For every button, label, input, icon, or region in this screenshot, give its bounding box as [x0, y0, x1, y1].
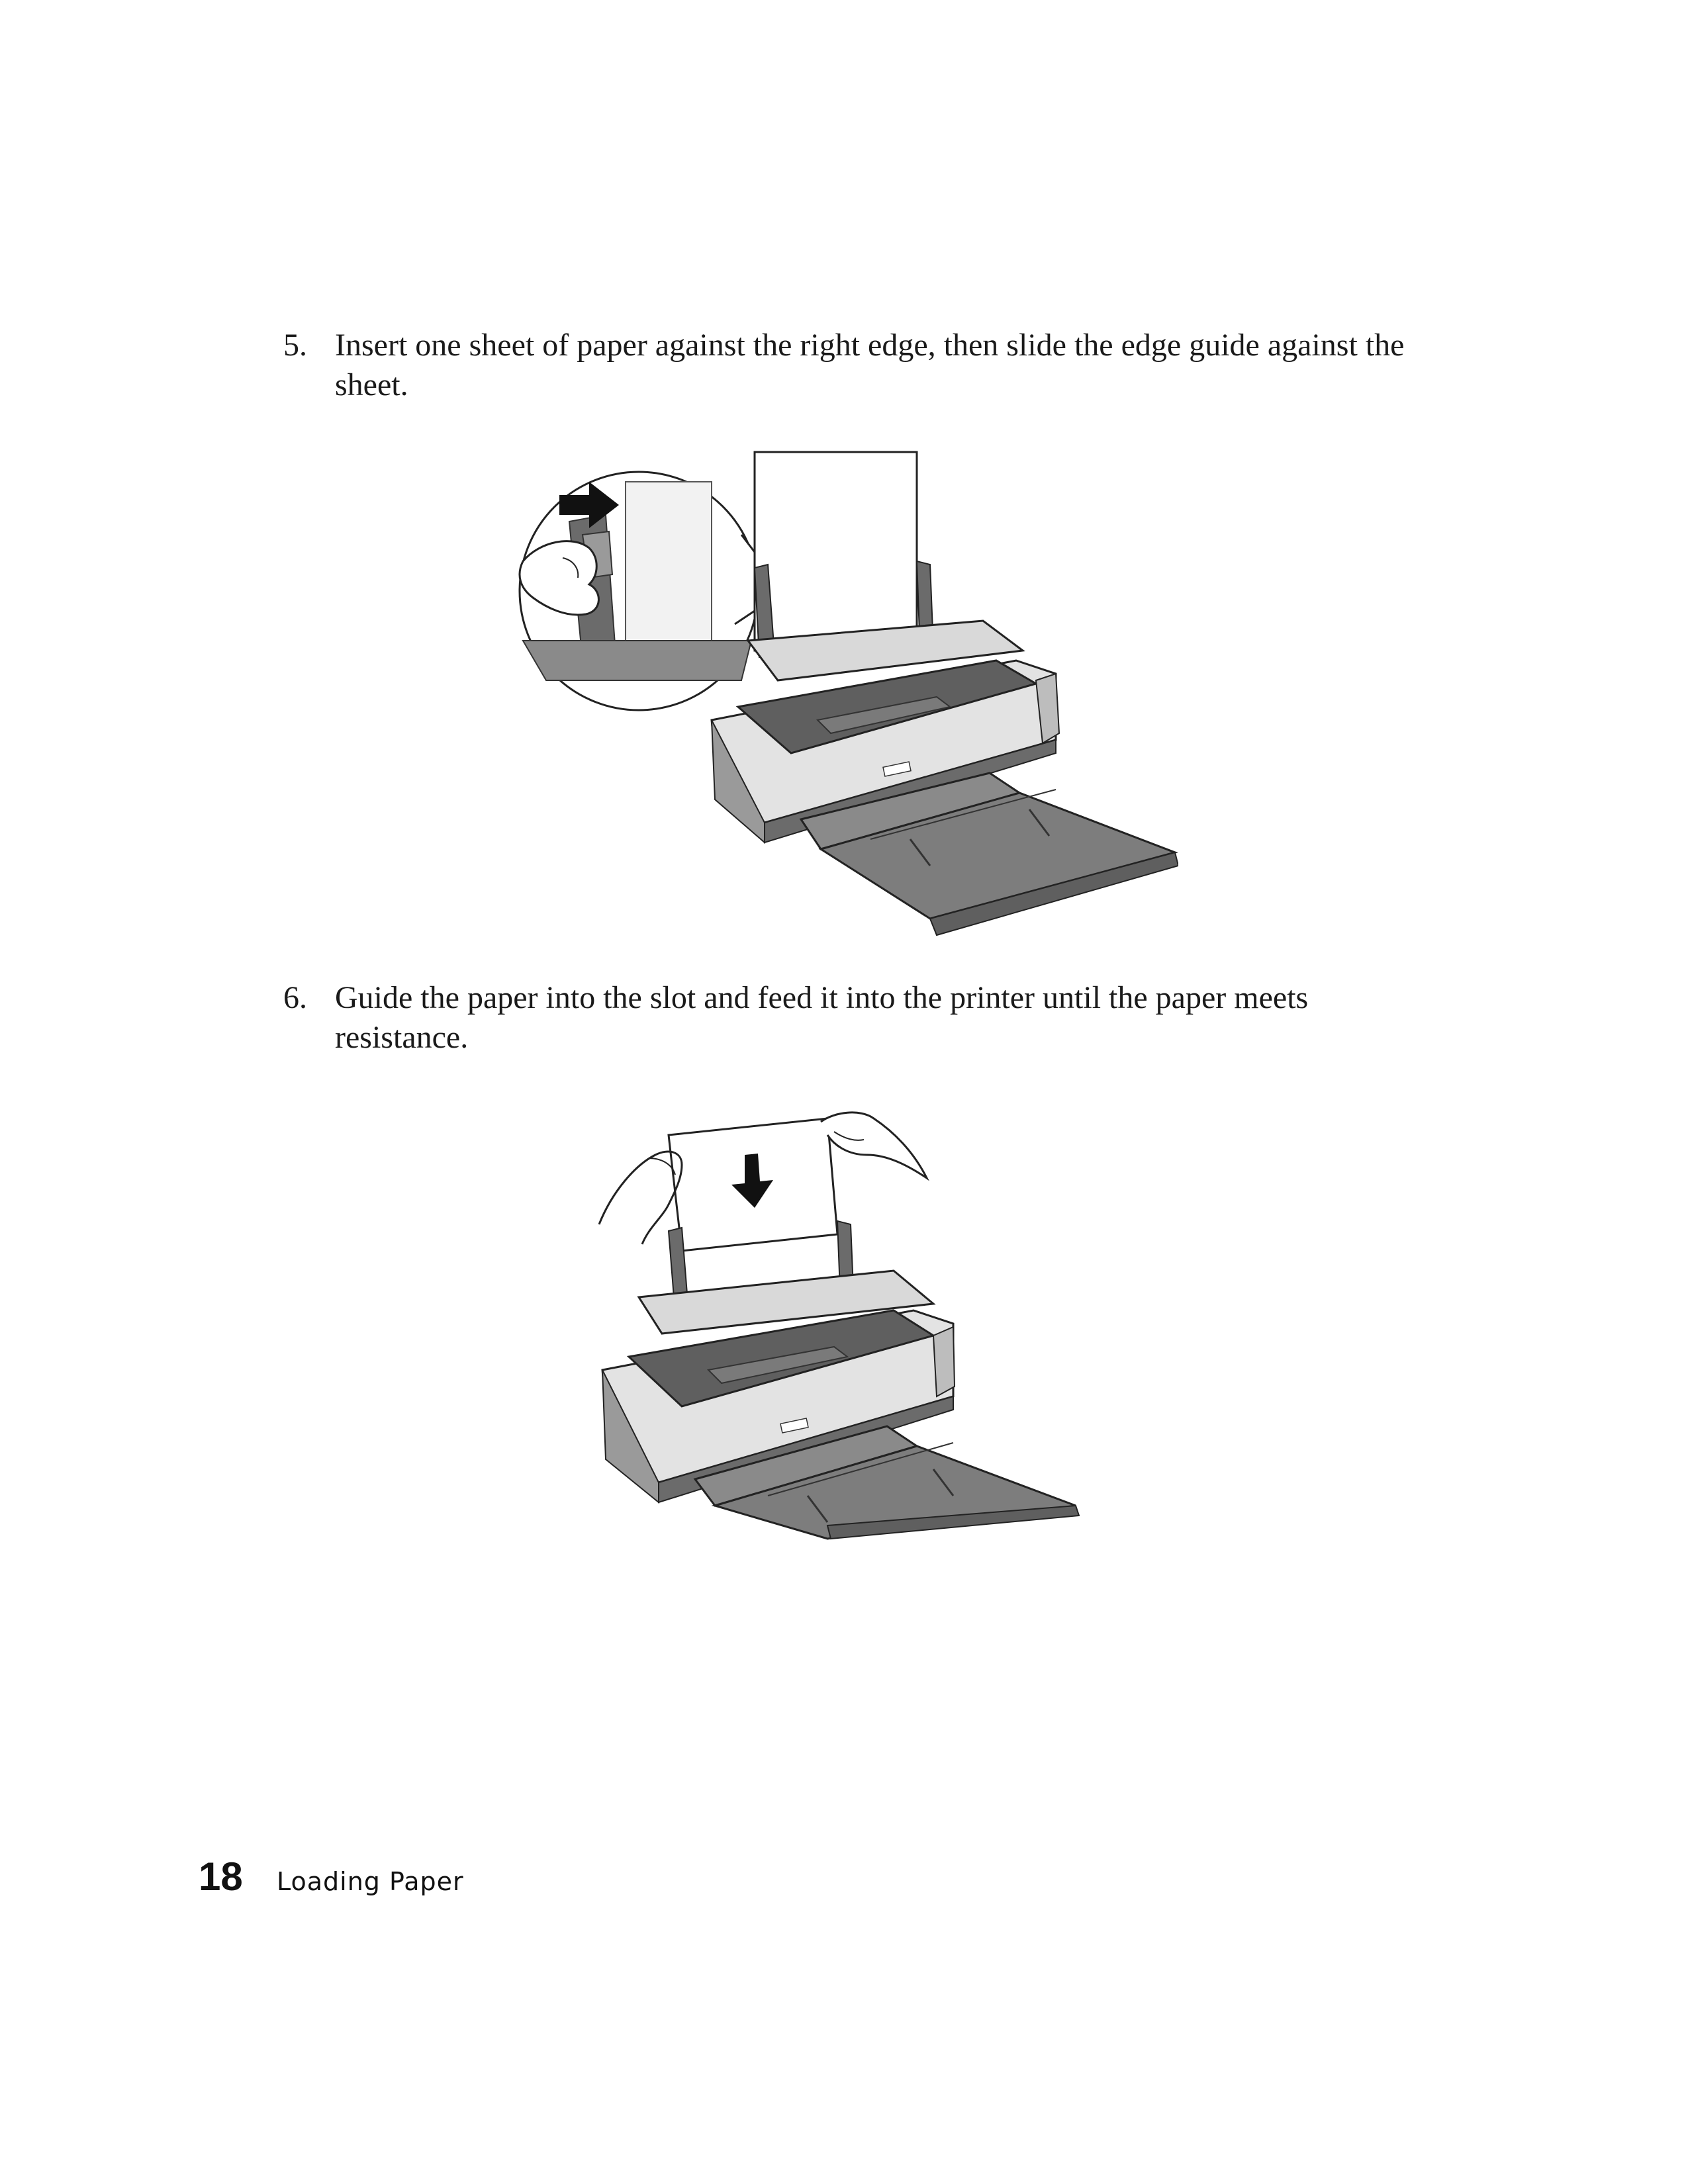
paper-sheet	[755, 452, 917, 651]
feed-paper-illustration	[583, 1092, 1086, 1542]
step-5	[283, 326, 1409, 412]
page-footer	[199, 1853, 861, 1906]
printer-illustration	[602, 1221, 1079, 1539]
section-title: Loading Paper	[277, 1867, 464, 1896]
step-number: 6.	[283, 980, 307, 1015]
step-text: Insert one sheet of paper against the right edge, then slide the edge guide against the sheet.	[335, 328, 1405, 402]
page-number: 18	[199, 1854, 243, 1899]
right-hand-icon	[821, 1113, 927, 1178]
step-number: 5.	[283, 328, 307, 363]
edge-guide-detail-callout	[520, 472, 784, 710]
step-text: Guide the paper into the slot and feed it into the printer until the paper meets resistance.	[335, 980, 1309, 1055]
edge-guide-illustration	[473, 442, 1178, 952]
step-6	[283, 978, 1409, 1064]
